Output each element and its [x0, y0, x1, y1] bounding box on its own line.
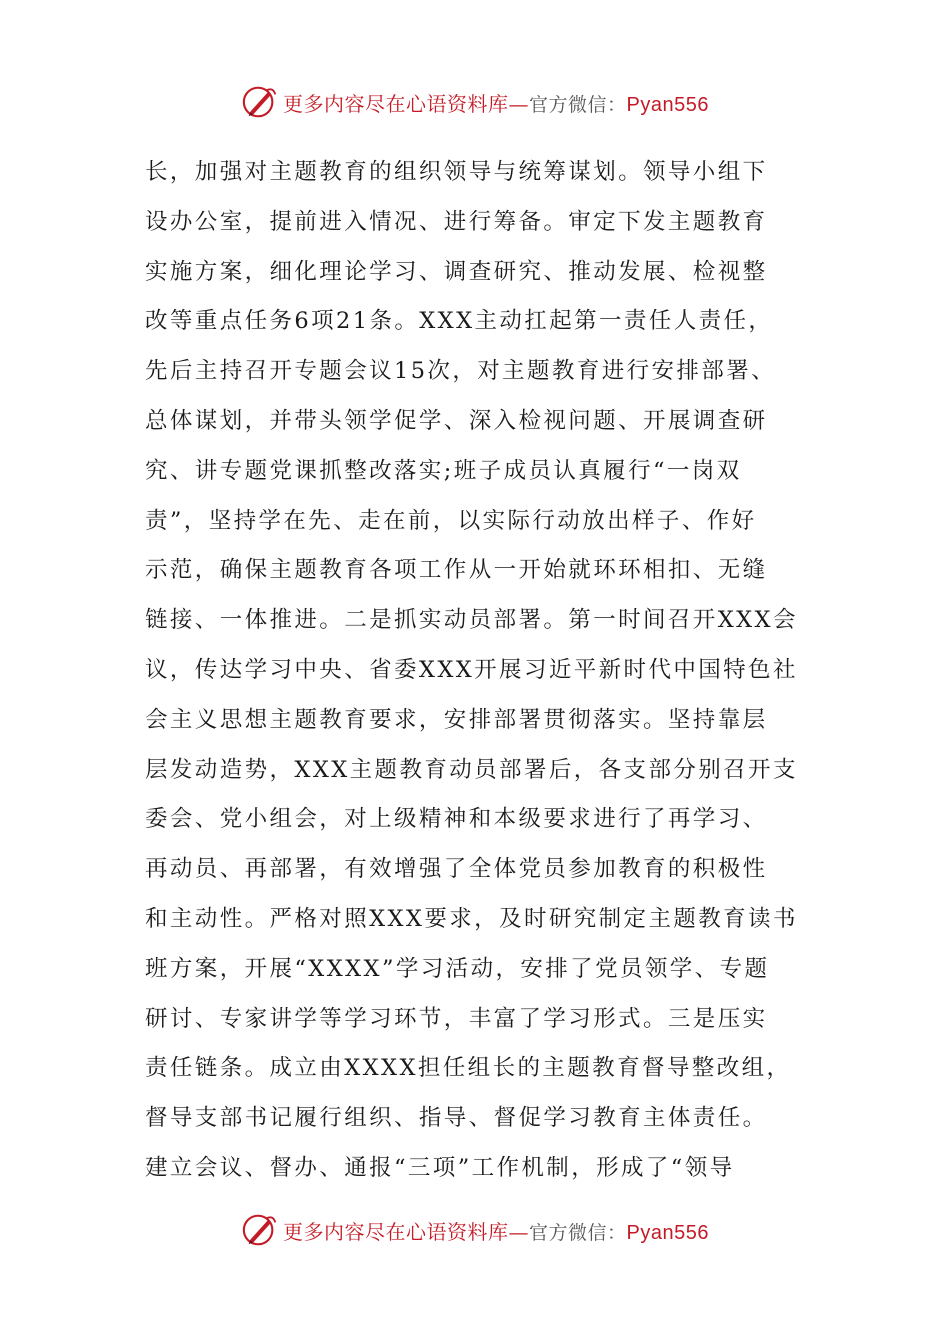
wechat-id: Pyan556: [626, 93, 709, 116]
body-line: 总体谋划，并带头领学促学、深入检视问题、开展调查研: [145, 407, 768, 434]
body-line: 链接、一体推进。二是抓实动员部署。第一时间召开XXX会: [145, 607, 798, 634]
pen-logo-icon: [241, 83, 279, 121]
banner-text: [283, 1216, 709, 1245]
banner-dash: —: [508, 91, 529, 116]
body-line: 再动员、再部署，有效增强了全体党员参加教育的积极性: [145, 856, 768, 883]
body-line: 督导支部书记履行组织、指导、督促学习教育主体责任。: [145, 1105, 768, 1132]
body-line: 究、讲专题党课抓整改落实;班子成员认真履行“一岗双: [145, 457, 742, 484]
body-line: 长，加强对主题教育的组织领导与统筹谋划。领导小组下: [145, 159, 768, 185]
wechat-label: 官方微信：: [529, 1221, 627, 1244]
pen-logo-icon: [241, 1211, 279, 1249]
site-text: 更多内容尽在心语资料库: [283, 1219, 509, 1244]
site-text: 更多内容尽在心语资料库: [283, 91, 509, 116]
body-line: 建立会议、督办、通报“三项”工作机制，形成了“领导: [145, 1154, 735, 1181]
body-line: 实施方案，细化理论学习、调查研究、推动发展、检视整: [145, 258, 768, 285]
footer-banner: [0, 1208, 950, 1252]
body-line: 设办公室，提前进入情况、进行筹备。审定下发主题教育: [145, 208, 768, 235]
body-line: 议，传达学习中央、省委XXX开展习近平新时代中国特色社: [145, 656, 798, 683]
body-line: 和主动性。严格对照XXX要求，及时研究制定主题教育读书: [145, 905, 798, 932]
body-line: 示范，确保主题教育各项工作从一开始就环环相扣、无缝: [145, 557, 768, 584]
body-line: 研讨、专家讲学等学习环节，丰富了学习形式。三是压实: [145, 1005, 768, 1032]
document-body: [145, 148, 810, 1194]
wechat-label: 官方微信：: [529, 93, 627, 116]
body-line: 责任链条。成立由XXXX担任组长的主题教育督导整改组，: [145, 1055, 792, 1082]
body-line: 班方案，开展“XXXX”学习活动，安排了党员领学、专题: [145, 955, 770, 982]
body-line: 先后主持召开专题会议15次，对主题教育进行安排部署、: [145, 358, 777, 385]
body-line: 责”，坚持学在先、走在前，以实际行动放出样子、作好: [145, 507, 757, 534]
body-line: 层发动造势，XXX主题教育动员部署后，各支部分别召开支: [145, 756, 798, 783]
body-line: 会主义思想主题教育要求，安排部署贯彻落实。坚持靠层: [145, 706, 768, 733]
header-banner: [0, 80, 950, 124]
banner-dash: —: [508, 1219, 529, 1244]
body-line: 改等重点任务6项21条。XXX主动扛起第一责任人责任，: [145, 308, 774, 335]
body-line: 委会、党小组会，对上级精神和本级要求进行了再学习、: [145, 806, 768, 833]
wechat-id: Pyan556: [626, 1221, 709, 1244]
banner-text: [283, 88, 709, 117]
